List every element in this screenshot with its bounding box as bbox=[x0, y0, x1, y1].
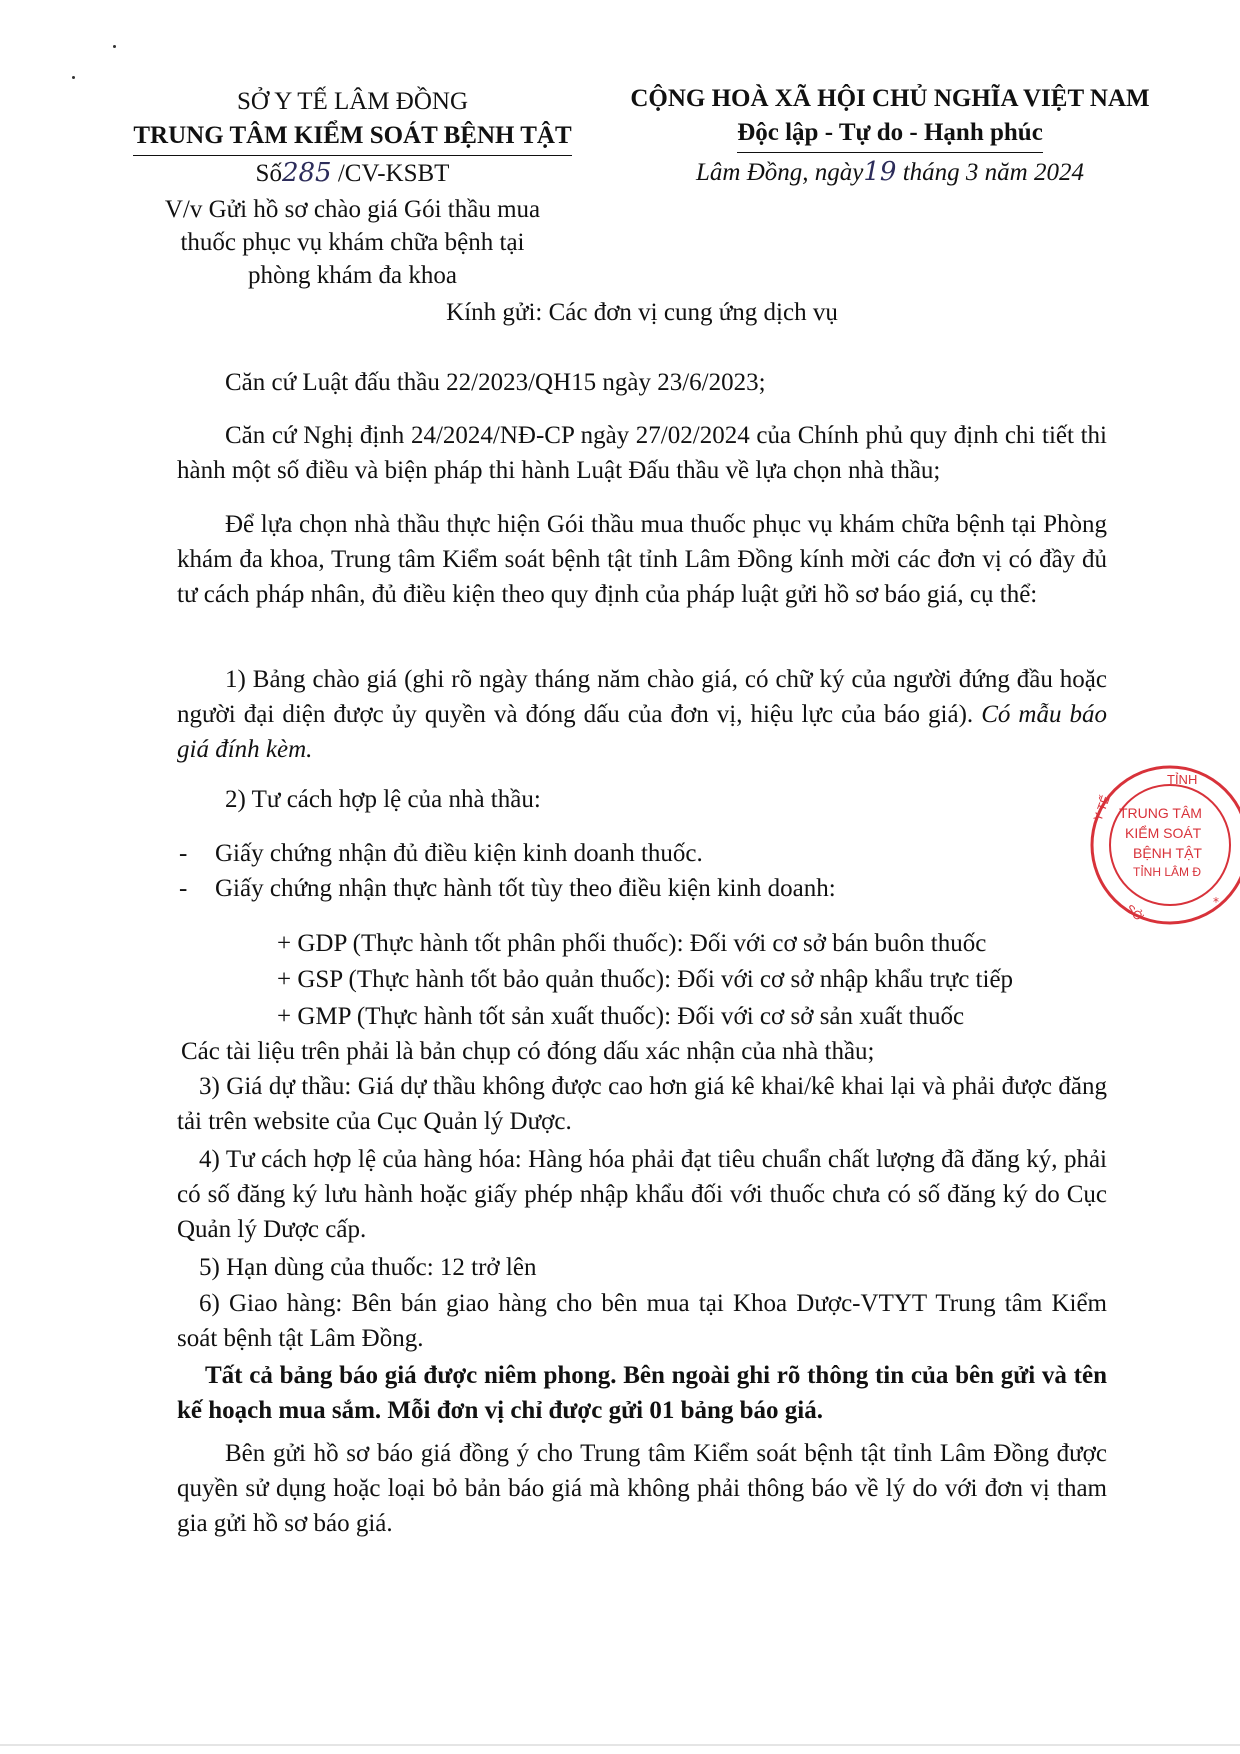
doc-number-prefix: Số bbox=[255, 160, 282, 187]
recipient-line: Kính gửi: Các đơn vị cung ứng dịch vụ bbox=[446, 299, 838, 326]
paragraph-item-6: 6) Giao hàng: Bên bán giao hàng cho bên mua tại Khoa Dược-VTYT Trung tâm Kiểm soát bệnh tật Lâm Đồng. bbox=[177, 1290, 1107, 1352]
motto bbox=[625, 116, 1155, 153]
subject-line-2: thuốc phục vụ khám chữa bệnh tại bbox=[180, 229, 525, 256]
paragraph-item-5: 5) Hạn dùng của thuốc: 12 trở lên bbox=[199, 1254, 537, 1281]
paragraph-legal-basis-1: Căn cứ Luật đấu thầu 22/2023/QH15 ngày 23/6/2023; bbox=[225, 369, 766, 396]
document-subject bbox=[125, 193, 580, 292]
page-bottom-edge bbox=[0, 1744, 1240, 1746]
scan-speck bbox=[72, 76, 75, 79]
subject-line-3: phòng khám đa khoa bbox=[248, 262, 457, 289]
stamp-text-line-2: KIỂM SOÁT bbox=[1125, 825, 1202, 841]
paragraph-item-3: 3) Giá dự thầu: Giá dự thầu không được cao hơn giá kê khai/kê khai lại và phải được đăng tải trên website của Cục Quản lý Dược. bbox=[177, 1073, 1107, 1135]
stamp-text-line-3: BỆNH TẬT bbox=[1133, 845, 1202, 861]
scan-speck bbox=[113, 45, 116, 48]
sub-list-item-gdp: + GDP (Thực hành tốt phân phối thuốc): Đối với cơ sở bán buôn thuốc bbox=[277, 930, 987, 957]
item-1-text: 1) Bảng chào giá (ghi rõ ngày tháng năm chào giá, có chữ ký của người đứng đầu hoặc người đại diện được ủy quyền và đóng dấu của đơn vị, hiệu lực của báo giá). bbox=[177, 666, 1107, 728]
agency-name bbox=[125, 119, 580, 156]
list-item-text: Giấy chứng nhận đủ điều kiện kinh doanh thuốc. bbox=[215, 840, 703, 867]
date-suffix: tháng 3 năm 2024 bbox=[902, 159, 1084, 186]
dash-bullet: - bbox=[179, 875, 188, 902]
agency-parent: SỞ Y TẾ LÂM ĐỒNG bbox=[236, 88, 469, 115]
doc-number-handwritten: 285 bbox=[281, 158, 332, 188]
date-day-handwritten: 19 bbox=[863, 157, 897, 187]
paragraph-item-1 bbox=[177, 662, 1107, 767]
sub-list-item-gmp: + GMP (Thực hành tốt sản xuất thuốc): Đối với cơ sở sản xuất thuốc bbox=[277, 1003, 965, 1030]
date-prefix: Lâm Đồng, ngày bbox=[696, 159, 864, 186]
paragraph-item-2: 2) Tư cách hợp lệ của nhà thầu: bbox=[225, 786, 541, 813]
item-1-italic-note: Có mẫu báo giá đính kèm. bbox=[177, 701, 1108, 763]
paragraph-legal-basis-2: Căn cứ Nghị định 24/2024/NĐ-CP ngày 27/02/2024 của Chính phủ quy định chi tiết thi hành một số điều và biện pháp thi hành Luật Đấu thầu về lựa chọn nhà thầu; bbox=[177, 422, 1107, 484]
paragraph-item-4: 4) Tư cách hợp lệ của hàng hóa: Hàng hóa phải đạt tiêu chuẩn chất lượng đã đăng ký, phải có số đăng ký lưu hành hoặc giấy phép nhập khẩu đối với thuốc chưa có số đăng ký do Cục Quản lý Dược cấp. bbox=[177, 1146, 1107, 1243]
motto-text: Độc lập - Tự do - Hạnh phúc bbox=[737, 116, 1043, 153]
nation-header bbox=[625, 82, 1155, 190]
paragraph-sealing-notice: Tất cả bảng báo giá được niêm phong. Bên ngoài ghi rõ thông tin của bên gửi và tên kế hoạch mua sắm. Mỗi đơn vị chỉ được gửi 01 bảng báo giá. bbox=[177, 1362, 1107, 1424]
doc-number-suffix: /CV-KSBT bbox=[337, 160, 450, 187]
place-date bbox=[625, 155, 1155, 190]
dash-bullet: - bbox=[179, 840, 188, 867]
agency-name-text: TRUNG TÂM KIỂM SOÁT BỆNH TẬT bbox=[133, 119, 571, 156]
paragraph-consent: Bên gửi hồ sơ báo giá đồng ý cho Trung tâm Kiểm soát bệnh tật tỉnh Lâm Đồng được quyền sử dụng hoặc loại bỏ bản báo giá mà không phải thông báo về lý do với đơn vị tham gia gửi hồ sơ báo giá. bbox=[177, 1440, 1107, 1537]
list-item bbox=[179, 836, 1097, 871]
agency-header bbox=[125, 85, 580, 292]
stamp-text-line-1: TRUNG TÂM bbox=[1119, 805, 1202, 821]
list-item-text: Giấy chứng nhận thực hành tốt tùy theo điều kiện kinh doanh: bbox=[215, 875, 836, 902]
sub-list-item-gsp: + GSP (Thực hành tốt bảo quản thuốc): Đối với cơ sở nhập khẩu trực tiếp bbox=[277, 966, 1014, 993]
document-number bbox=[125, 156, 580, 191]
official-stamp bbox=[1085, 760, 1240, 930]
stamp-text-bottom: SỞ bbox=[1123, 901, 1147, 925]
subject-line-1: V/v Gửi hồ sơ chào giá Gói thầu mua bbox=[164, 196, 541, 223]
stamp-text-top: TỈNH bbox=[1167, 772, 1198, 787]
paragraph-document-note: Các tài liệu trên phải là bản chụp có đóng dấu xác nhận của nhà thầu; bbox=[181, 1038, 875, 1065]
stamp-star-icon: * bbox=[1213, 895, 1219, 909]
nation-title: CỘNG HOÀ XÃ HỘI CHỦ NGHĨA VIỆT NAM bbox=[630, 85, 1150, 112]
stamp-text-side: Y TẾ bbox=[1090, 793, 1113, 824]
paragraph-invitation: Để lựa chọn nhà thầu thực hiện Gói thầu mua thuốc phục vụ khám chữa bệnh tại Phòng khám đa khoa, Trung tâm Kiểm soát bệnh tật tỉnh Lâm Đồng kính mời các đơn vị có đầy đủ tư cách pháp nhân, đủ điều kiện theo quy định của pháp luật gửi hồ sơ báo giá, cụ thể: bbox=[177, 511, 1107, 608]
list-item bbox=[179, 871, 1097, 906]
stamp-text-line-4: TỈNH LÂM Đ bbox=[1133, 865, 1202, 879]
